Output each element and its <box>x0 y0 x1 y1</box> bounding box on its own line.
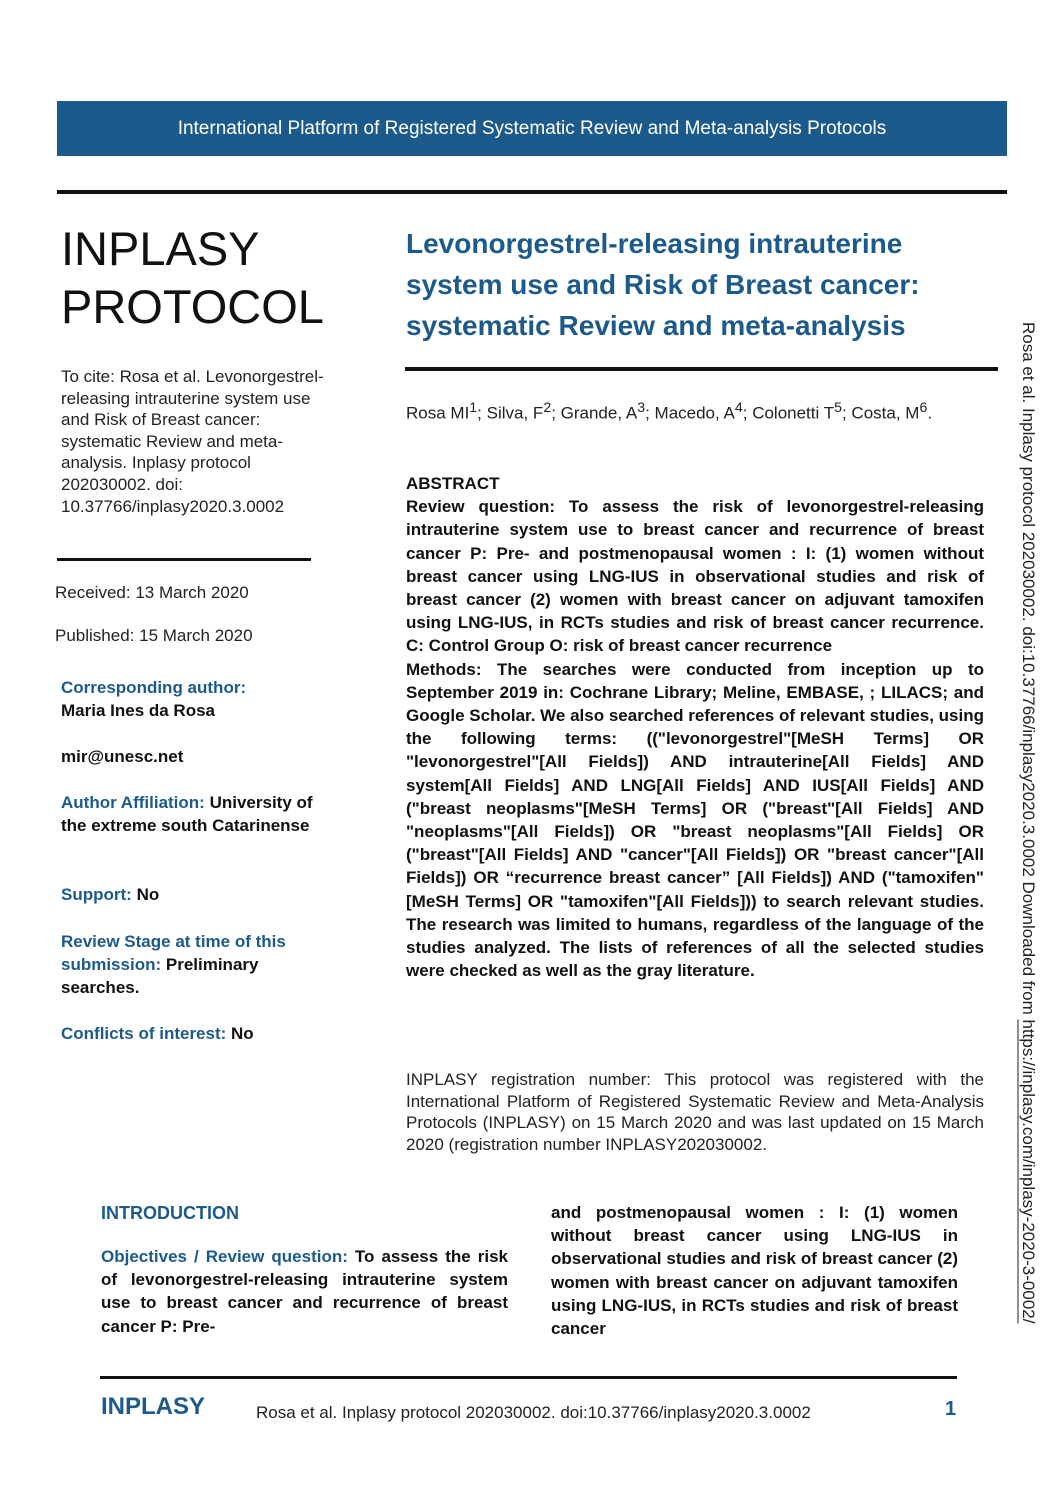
side-note-text: Rosa et al. Inplasy protocol 202030002. doi:10.37766/inplasy2020.3.0002 Downloaded from <box>1019 322 1038 1020</box>
author-name: Grande, A <box>560 403 638 423</box>
author-affil-number: 3 <box>637 400 646 416</box>
introduction-right-column: and postmenopausal women : I: (1) women without breast cancer using LNG-IUS in observational studies and risk of breast cancer (2) women with breast cancer on adjuvant tamoxifen using LNG-IUS, in RCTs studies and risk of breast cancer <box>551 1203 958 1339</box>
abstract-review-question: Review question: To assess the risk of levonorgestrel-releasing intrauterine system use to breast cancer and recurrence of breast cancer P: Pre- and postmenopausal women : I: (1) women without breast cancer using LNG-IUS in observational studies and risk of breast cancer (2) women with breast cancer on adjuvant tamoxifen using LNG-IUS, in RCTs studies and risk of breast cancer recurrence. C: Control Group O: risk of breast cancer recurrence <box>406 497 984 656</box>
author-affiliation <box>61 791 331 837</box>
author-name: Costa, M <box>851 403 920 423</box>
author-affil-number: 2 <box>543 400 552 416</box>
support-label: Support: <box>61 885 132 904</box>
received-date: Received: 13 March 2020 <box>55 583 249 602</box>
support-value: No <box>136 885 160 904</box>
published-date: Published: 15 March 2020 <box>55 626 253 645</box>
objectives-text: To assess the risk of levonorgestrel-releasing intrauterine system use to breast cancer and recurrence of breast cancer P: Pre- <box>101 1247 508 1336</box>
objectives-label: Objectives / Review question: <box>101 1247 348 1266</box>
corresponding-author-name: Maria Ines da Rosa <box>61 701 216 720</box>
footer-divider <box>100 1376 957 1379</box>
review-stage <box>61 930 331 999</box>
conflicts-label: Conflicts of interest: <box>61 1024 227 1043</box>
conflicts-value: No <box>231 1024 254 1043</box>
banner-text: International Platform of Registered Systematic Review and Meta-analysis Protocols <box>177 117 887 139</box>
review-stage-label: Review Stage at time of this submission: <box>61 932 286 974</box>
introduction-heading: INTRODUCTION <box>101 1203 239 1223</box>
author-name: Rosa MI <box>406 403 470 423</box>
registration-note: INPLASY registration number: This protocol was registered with the International Platform of Registered Systematic Review and Meta-Analysis Protocols (INPLASY) on 15 March 2020 and was last updated on 15 March 2020 (registration number INPLASY202030002. <box>406 1070 984 1155</box>
affiliation-label: Author Affiliation: <box>61 793 205 812</box>
title-divider <box>405 367 998 371</box>
author-affil-number: 4 <box>734 400 743 416</box>
abstract-section <box>406 472 984 982</box>
author-affil-number: 1 <box>469 400 478 416</box>
footer-citation: Rosa et al. Inplasy protocol 202030002. doi:10.37766/inplasy2020.3.0002 <box>256 1403 811 1422</box>
author-email[interactable]: mir@unesc.net <box>61 747 184 766</box>
top-divider <box>57 190 1007 194</box>
author-name: Silva, F <box>486 403 544 423</box>
author-name: Colonetti T <box>752 403 835 423</box>
platform-banner <box>57 101 1007 156</box>
author-name: Macedo, A <box>654 403 735 423</box>
corresponding-author <box>61 676 331 722</box>
footer-brand: INPLASY <box>101 1393 206 1420</box>
download-side-note <box>1018 322 1038 1392</box>
abstract-heading: ABSTRACT <box>406 474 500 493</box>
introduction-left-column <box>101 1245 508 1338</box>
affiliation-value: University of the extreme south Catarinense <box>61 793 313 835</box>
protocol-heading-line2: PROTOCOL <box>61 280 324 333</box>
left-divider <box>57 558 311 561</box>
author-list: Rosa $MI^1$; Silva, $F^2$; Grande, $A^3$; Macedo, $A^4$; Colonetti $T^5$; Costa, $M^6$. <box>406 400 933 423</box>
author-affil-number: 6 <box>919 400 928 416</box>
protocol-heading <box>61 220 324 336</box>
protocol-heading-line1: INPLASY <box>61 222 260 275</box>
review-stage-value: Preliminary searches. <box>61 955 259 997</box>
support-info <box>61 883 331 906</box>
corresponding-author-label: Corresponding author: <box>61 678 247 697</box>
author-affil-number: 5 <box>834 400 842 416</box>
paper-title: Levonorgestrel-releasing intrauterine system use and Risk of Breast cancer: systematic Review and meta-analysis <box>406 228 920 341</box>
citation-block: To cite: Rosa et al. Levonorgestrel-releasing intrauterine system use and Risk of Breast cancer: systematic Review and meta-analysis. Inplasy protocol 202030002. doi: 10.37766/inplasy2020.3.0002 <box>61 367 324 516</box>
abstract-methods: Methods: The searches were conducted from inception up to September 2019 in: Cochrane Library; Meline, EMBASE, ; LILACS; and Google Scholar. We also searched references of relevant studies, using the following terms: (("levonorgestrel"[MeSH Terms] OR "levonorgestrel"[All Fields]) AND intrauterine[All Fields] AND system[All Fields] AND LNG[All Fields] AND IUS[All Fields] AND ("breast neoplasms"[MeSH Terms] OR ("breast"[All Fields] AND "neoplasms"[All Fields]) OR "breast neoplasms"[All Fields] OR ("breast"[All Fields] AND "cancer"[All Fields]) OR "breast cancer"[All Fields]) OR “recurrence breast cancer” [All Fields]) AND ("tamoxifen"[MeSH Terms] OR "tamoxifen"[All Fields])) to search relevant studies. The research was limited to humans, regardless of the language of the studies analyzed. The lists of references of all the selected studies were checked as well as the gray literature. <box>406 659 984 981</box>
conflicts-info <box>61 1022 331 1045</box>
page-number: 1 <box>945 1398 957 1420</box>
download-link[interactable]: https://inplasy.com/inplasy-2020-3-0002/ <box>1019 1019 1038 1324</box>
